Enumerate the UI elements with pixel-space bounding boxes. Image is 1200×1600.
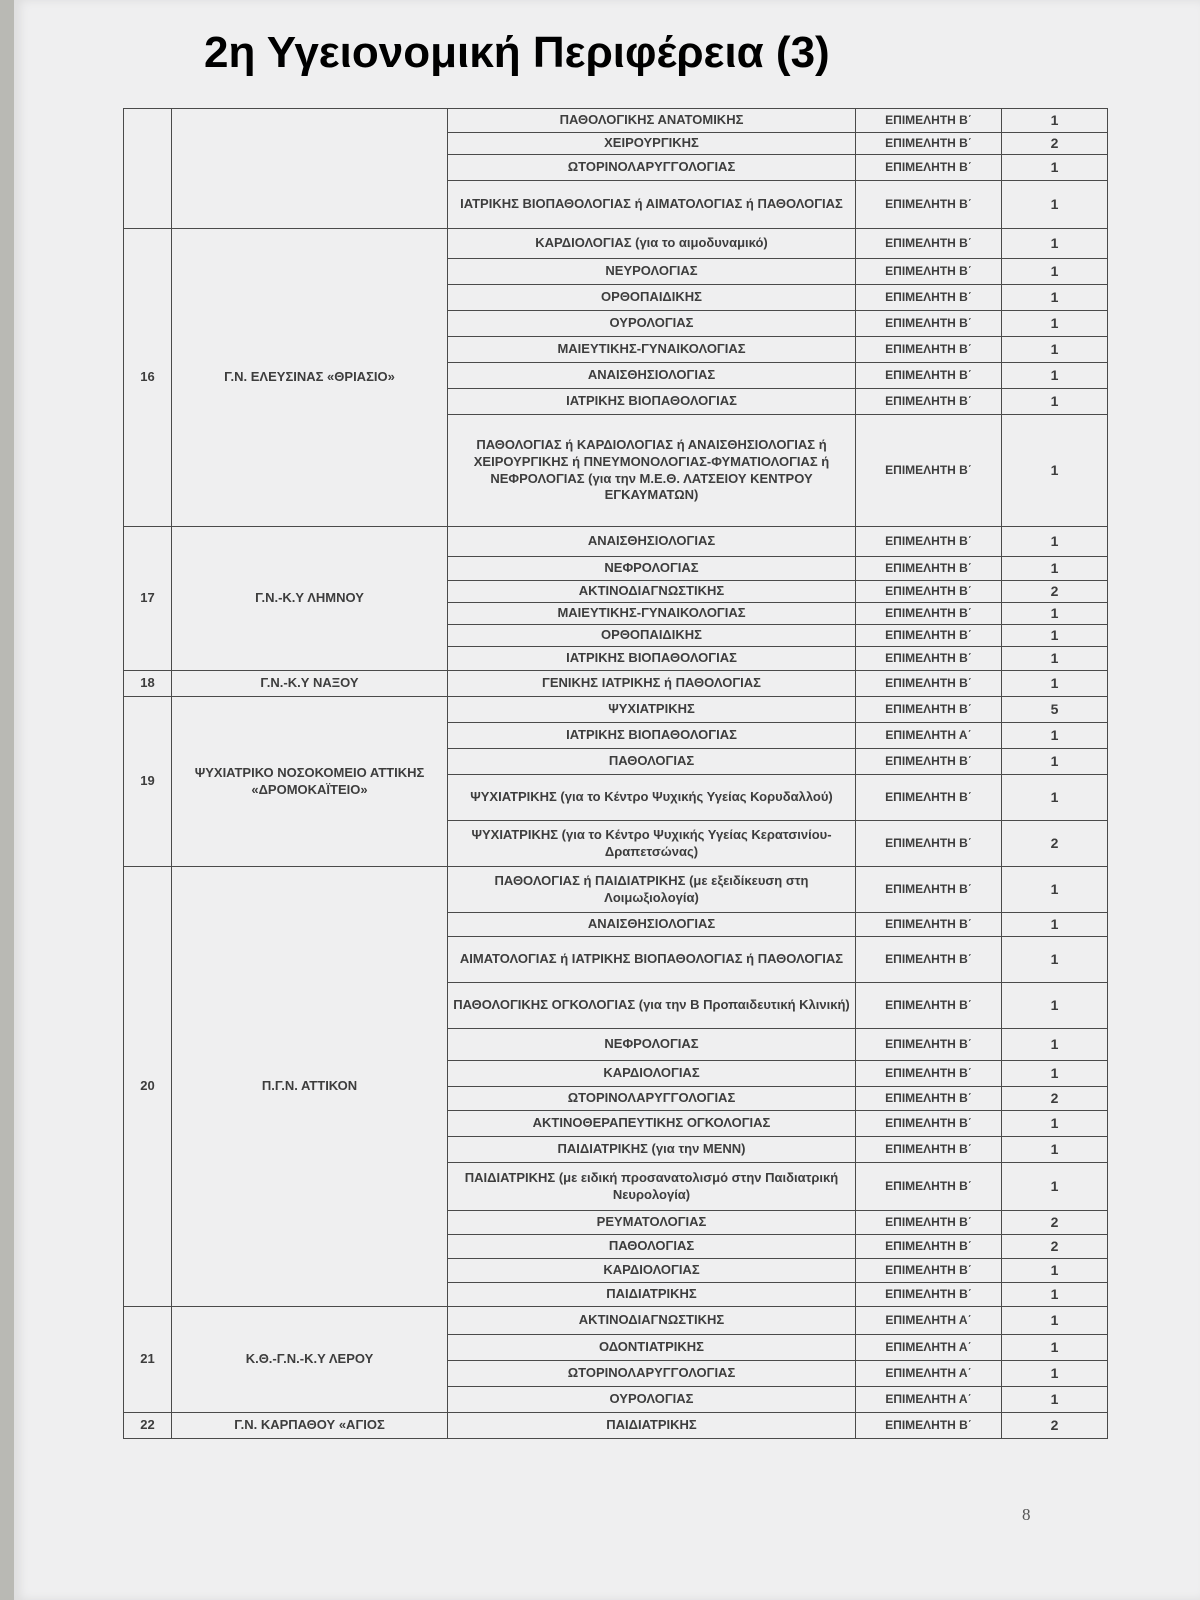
- row-number-cell: 17: [124, 527, 172, 671]
- specialty-cell: ΟΥΡΟΛΟΓΙΑΣ: [448, 311, 856, 337]
- table-row: [124, 697, 1108, 723]
- rank-cell: ΕΠΙΜΕΛΗΤΗ Β΄: [856, 527, 1002, 557]
- rank-cell: ΕΠΙΜΕΛΗΤΗ Β΄: [856, 1259, 1002, 1283]
- specialty-cell: ΚΑΡΔΙΟΛΟΓΙΑΣ (για το αιμοδυναμικό): [448, 229, 856, 259]
- specialty-cell: ΝΕΦΡΟΛΟΓΙΑΣ: [448, 557, 856, 581]
- row-number-cell: 22: [124, 1413, 172, 1439]
- count-cell: 1: [1002, 671, 1108, 697]
- document-page: [14, 0, 1200, 1600]
- count-cell: 1: [1002, 229, 1108, 259]
- specialty-cell: ΚΑΡΔΙΟΛΟΓΙΑΣ: [448, 1259, 856, 1283]
- specialty-cell: ΑΚΤΙΝΟΔΙΑΓΝΩΣΤΙΚΗΣ: [448, 581, 856, 603]
- hospital-cell: ΨΥΧΙΑΤΡΙΚΟ ΝΟΣΟΚΟΜΕΙΟ ΑΤΤΙΚΗΣ «ΔΡΟΜΟΚΑΪΤΕΙΟ»: [172, 697, 448, 867]
- rank-cell: ΕΠΙΜΕΛΗΤΗ Β΄: [856, 625, 1002, 647]
- specialty-cell: ΑΙΜΑΤΟΛΟΓΙΑΣ ή ΙΑΤΡΙΚΗΣ ΒΙΟΠΑΘΟΛΟΓΙΑΣ ή ΠΑΘΟΛΟΓΙΑΣ: [448, 937, 856, 983]
- rank-cell: ΕΠΙΜΕΛΗΤΗ Β΄: [856, 581, 1002, 603]
- rank-cell: ΕΠΙΜΕΛΗΤΗ Β΄: [856, 913, 1002, 937]
- rank-cell: ΕΠΙΜΕΛΗΤΗ Β΄: [856, 1211, 1002, 1235]
- rank-cell: ΕΠΙΜΕΛΗΤΗ Β΄: [856, 671, 1002, 697]
- row-number-cell: [124, 109, 172, 229]
- specialty-cell: ΟΥΡΟΛΟΓΙΑΣ: [448, 1387, 856, 1413]
- count-cell: 1: [1002, 937, 1108, 983]
- specialty-cell: ΙΑΤΡΙΚΗΣ ΒΙΟΠΑΘΟΛΟΓΙΑΣ: [448, 723, 856, 749]
- count-cell: 1: [1002, 155, 1108, 181]
- specialty-cell: ΠΑΘΟΛΟΓΙΑΣ: [448, 749, 856, 775]
- row-number-cell: 21: [124, 1307, 172, 1413]
- specialty-cell: ΠΑΙΔΙΑΤΡΙΚΗΣ (για την ΜΕΝΝ): [448, 1137, 856, 1163]
- count-cell: 1: [1002, 913, 1108, 937]
- specialty-cell: ΟΡΘΟΠΑΙΔΙΚΗΣ: [448, 625, 856, 647]
- table-row: [124, 671, 1108, 697]
- count-cell: 1: [1002, 867, 1108, 913]
- count-cell: 1: [1002, 259, 1108, 285]
- rank-cell: ΕΠΙΜΕΛΗΤΗ Β΄: [856, 557, 1002, 581]
- specialty-cell: ΨΥΧΙΑΤΡΙΚΗΣ (για το Κέντρο Ψυχικής Υγείας Κορυδαλλού): [448, 775, 856, 821]
- rank-cell: ΕΠΙΜΕΛΗΤΗ Α΄: [856, 1307, 1002, 1335]
- rank-cell: ΕΠΙΜΕΛΗΤΗ Α΄: [856, 723, 1002, 749]
- count-cell: 2: [1002, 1235, 1108, 1259]
- specialty-cell: ΟΡΘΟΠΑΙΔΙΚΗΣ: [448, 285, 856, 311]
- count-cell: 1: [1002, 389, 1108, 415]
- count-cell: 1: [1002, 1137, 1108, 1163]
- row-number-cell: 19: [124, 697, 172, 867]
- specialty-cell: ΠΑΙΔΙΑΤΡΙΚΗΣ: [448, 1283, 856, 1307]
- page-number: 8: [1022, 1505, 1031, 1524]
- count-cell: 1: [1002, 625, 1108, 647]
- count-cell: 2: [1002, 581, 1108, 603]
- specialty-cell: ΠΑΘΟΛΟΓΙΚΗΣ ΟΓΚΟΛΟΓΙΑΣ (για την Β Προπαιδευτική Κλινική): [448, 983, 856, 1029]
- count-cell: 1: [1002, 1307, 1108, 1335]
- table-row: [124, 229, 1108, 259]
- rank-cell: ΕΠΙΜΕΛΗΤΗ Β΄: [856, 1163, 1002, 1211]
- row-number-cell: 20: [124, 867, 172, 1307]
- count-cell: 1: [1002, 363, 1108, 389]
- specialty-cell: ΓΕΝΙΚΗΣ ΙΑΤΡΙΚΗΣ ή ΠΑΘΟΛΟΓΙΑΣ: [448, 671, 856, 697]
- rank-cell: ΕΠΙΜΕΛΗΤΗ Β΄: [856, 1413, 1002, 1439]
- count-cell: 2: [1002, 1087, 1108, 1111]
- specialty-cell: ΠΑΘΟΛΟΓΙΑΣ ή ΚΑΡΔΙΟΛΟΓΙΑΣ ή ΑΝΑΙΣΘΗΣΙΟΛΟΓΙΑΣ ή ΧΕΙΡΟΥΡΓΙΚΗΣ ή ΠΝΕΥΜΟΝΟΛΟΓΙΑΣ-ΦΥΜΑΤΙΟΛΟΓΙΑΣ ή ΝΕΦΡΟΛΟΓΙΑΣ (για την Μ.Ε.Θ. ΛΑΤΣΕΙΟΥ ΚΕΝΤΡΟΥ ΕΓΚΑΥΜΑΤΩΝ): [448, 415, 856, 527]
- specialty-cell: ΩΤΟΡΙΝΟΛΑΡΥΓΓΟΛΟΓΙΑΣ: [448, 1087, 856, 1111]
- rank-cell: ΕΠΙΜΕΛΗΤΗ Β΄: [856, 983, 1002, 1029]
- rank-cell: ΕΠΙΜΕΛΗΤΗ Α΄: [856, 1361, 1002, 1387]
- rank-cell: ΕΠΙΜΕΛΗΤΗ Β΄: [856, 775, 1002, 821]
- hospital-cell: Κ.Θ.-Γ.Ν.-Κ.Υ ΛΕΡΟΥ: [172, 1307, 448, 1413]
- specialty-cell: ΩΤΟΡΙΝΟΛΑΡΥΓΓΟΛΟΓΙΑΣ: [448, 1361, 856, 1387]
- specialty-cell: ΩΤΟΡΙΝΟΛΑΡΥΓΓΟΛΟΓΙΑΣ: [448, 155, 856, 181]
- rank-cell: ΕΠΙΜΕΛΗΤΗ Β΄: [856, 229, 1002, 259]
- rank-cell: ΕΠΙΜΕΛΗΤΗ Α΄: [856, 1387, 1002, 1413]
- rank-cell: ΕΠΙΜΕΛΗΤΗ Β΄: [856, 181, 1002, 229]
- page-title: 2η Υγειονομική Περιφέρεια (3): [204, 28, 830, 77]
- count-cell: 1: [1002, 1061, 1108, 1087]
- count-cell: 1: [1002, 775, 1108, 821]
- table-body: [124, 109, 1108, 1439]
- rank-cell: ΕΠΙΜΕΛΗΤΗ Β΄: [856, 109, 1002, 133]
- count-cell: 1: [1002, 109, 1108, 133]
- specialty-cell: ΡΕΥΜΑΤΟΛΟΓΙΑΣ: [448, 1211, 856, 1235]
- specialty-cell: ΠΑΙΔΙΑΤΡΙΚΗΣ: [448, 1413, 856, 1439]
- vacancies-table: [123, 108, 1108, 1439]
- specialty-cell: ΠΑΘΟΛΟΓΙΚΗΣ ΑΝΑΤΟΜΙΚΗΣ: [448, 109, 856, 133]
- count-cell: 1: [1002, 527, 1108, 557]
- count-cell: 1: [1002, 983, 1108, 1029]
- rank-cell: ΕΠΙΜΕΛΗΤΗ Β΄: [856, 697, 1002, 723]
- count-cell: 1: [1002, 749, 1108, 775]
- count-cell: 1: [1002, 603, 1108, 625]
- specialty-cell: ΑΚΤΙΝΟΘΕΡΑΠΕΥΤΙΚΗΣ ΟΓΚΟΛΟΓΙΑΣ: [448, 1111, 856, 1137]
- specialty-cell: ΑΝΑΙΣΘΗΣΙΟΛΟΓΙΑΣ: [448, 913, 856, 937]
- specialty-cell: ΑΝΑΙΣΘΗΣΙΟΛΟΓΙΑΣ: [448, 527, 856, 557]
- specialty-cell: ΝΕΥΡΟΛΟΓΙΑΣ: [448, 259, 856, 285]
- specialty-cell: ΠΑΘΟΛΟΓΙΑΣ ή ΠΑΙΔΙΑΤΡΙΚΗΣ (με εξειδίκευση στη Λοιμωξιολογία): [448, 867, 856, 913]
- count-cell: 1: [1002, 1283, 1108, 1307]
- rank-cell: ΕΠΙΜΕΛΗΤΗ Β΄: [856, 1137, 1002, 1163]
- specialty-cell: ΧΕΙΡΟΥΡΓΙΚΗΣ: [448, 133, 856, 155]
- count-cell: 1: [1002, 557, 1108, 581]
- count-cell: 1: [1002, 415, 1108, 527]
- count-cell: 2: [1002, 133, 1108, 155]
- rank-cell: ΕΠΙΜΕΛΗΤΗ Β΄: [856, 133, 1002, 155]
- count-cell: 1: [1002, 1361, 1108, 1387]
- count-cell: 1: [1002, 1259, 1108, 1283]
- rank-cell: ΕΠΙΜΕΛΗΤΗ Β΄: [856, 1087, 1002, 1111]
- specialty-cell: ΑΝΑΙΣΘΗΣΙΟΛΟΓΙΑΣ: [448, 363, 856, 389]
- specialty-cell: ΟΔΟΝΤΙΑΤΡΙΚΗΣ: [448, 1335, 856, 1361]
- specialty-cell: ΜΑΙΕΥΤΙΚΗΣ-ΓΥΝΑΙΚΟΛΟΓΙΑΣ: [448, 337, 856, 363]
- specialty-cell: ΙΑΤΡΙΚΗΣ ΒΙΟΠΑΘΟΛΟΓΙΑΣ ή ΑΙΜΑΤΟΛΟΓΙΑΣ ή ΠΑΘΟΛΟΓΙΑΣ: [448, 181, 856, 229]
- hospital-cell: Γ.Ν.-Κ.Υ ΝΑΞΟΥ: [172, 671, 448, 697]
- rank-cell: ΕΠΙΜΕΛΗΤΗ Β΄: [856, 821, 1002, 867]
- count-cell: 1: [1002, 1111, 1108, 1137]
- hospital-cell: Γ.Ν. ΕΛΕΥΣΙΝΑΣ «ΘΡΙΑΣΙΟ»: [172, 229, 448, 527]
- count-cell: 1: [1002, 285, 1108, 311]
- count-cell: 1: [1002, 181, 1108, 229]
- rank-cell: ΕΠΙΜΕΛΗΤΗ Β΄: [856, 155, 1002, 181]
- rank-cell: ΕΠΙΜΕΛΗΤΗ Β΄: [856, 1111, 1002, 1137]
- rank-cell: ΕΠΙΜΕΛΗΤΗ Β΄: [856, 311, 1002, 337]
- specialty-cell: ΨΥΧΙΑΤΡΙΚΗΣ (για το Κέντρο Ψυχικής Υγείας Κερατσινίου-Δραπετσώνας): [448, 821, 856, 867]
- hospital-cell: Γ.Ν. ΚΑΡΠΑΘΟΥ «ΑΓΙΟΣ: [172, 1413, 448, 1439]
- rank-cell: ΕΠΙΜΕΛΗΤΗ Β΄: [856, 749, 1002, 775]
- specialty-cell: ΙΑΤΡΙΚΗΣ ΒΙΟΠΑΘΟΛΟΓΙΑΣ: [448, 647, 856, 671]
- specialty-cell: ΑΚΤΙΝΟΔΙΑΓΝΩΣΤΙΚΗΣ: [448, 1307, 856, 1335]
- rank-cell: ΕΠΙΜΕΛΗΤΗ Β΄: [856, 937, 1002, 983]
- specialty-cell: ΙΑΤΡΙΚΗΣ ΒΙΟΠΑΘΟΛΟΓΙΑΣ: [448, 389, 856, 415]
- count-cell: 1: [1002, 647, 1108, 671]
- rank-cell: ΕΠΙΜΕΛΗΤΗ Β΄: [856, 389, 1002, 415]
- specialty-cell: ΜΑΙΕΥΤΙΚΗΣ-ΓΥΝΑΙΚΟΛΟΓΙΑΣ: [448, 603, 856, 625]
- rank-cell: ΕΠΙΜΕΛΗΤΗ Β΄: [856, 1235, 1002, 1259]
- rank-cell: ΕΠΙΜΕΛΗΤΗ Β΄: [856, 1029, 1002, 1061]
- hospital-cell: Π.Γ.Ν. ΑΤΤΙΚΟΝ: [172, 867, 448, 1307]
- rank-cell: ΕΠΙΜΕΛΗΤΗ Β΄: [856, 285, 1002, 311]
- rank-cell: ΕΠΙΜΕΛΗΤΗ Α΄: [856, 1335, 1002, 1361]
- count-cell: 1: [1002, 1335, 1108, 1361]
- count-cell: 1: [1002, 1029, 1108, 1061]
- count-cell: 2: [1002, 1211, 1108, 1235]
- rank-cell: ΕΠΙΜΕΛΗΤΗ Β΄: [856, 647, 1002, 671]
- count-cell: 1: [1002, 1387, 1108, 1413]
- rank-cell: ΕΠΙΜΕΛΗΤΗ Β΄: [856, 337, 1002, 363]
- hospital-cell: Γ.Ν.-Κ.Υ ΛΗΜΝΟΥ: [172, 527, 448, 671]
- rank-cell: ΕΠΙΜΕΛΗΤΗ Β΄: [856, 1061, 1002, 1087]
- count-cell: 1: [1002, 311, 1108, 337]
- count-cell: 2: [1002, 1413, 1108, 1439]
- table-row: [124, 527, 1108, 557]
- specialty-cell: ΠΑΙΔΙΑΤΡΙΚΗΣ (με ειδική προσανατολισμό στην Παιδιατρική Νευρολογία): [448, 1163, 856, 1211]
- row-number-cell: 18: [124, 671, 172, 697]
- specialty-cell: ΝΕΦΡΟΛΟΓΙΑΣ: [448, 1029, 856, 1061]
- hospital-cell: [172, 109, 448, 229]
- table-row: [124, 867, 1108, 913]
- count-cell: 5: [1002, 697, 1108, 723]
- rank-cell: ΕΠΙΜΕΛΗΤΗ Β΄: [856, 603, 1002, 625]
- table-row: [124, 109, 1108, 133]
- specialty-cell: ΨΥΧΙΑΤΡΙΚΗΣ: [448, 697, 856, 723]
- table-row: [124, 1413, 1108, 1439]
- count-cell: 1: [1002, 1163, 1108, 1211]
- rank-cell: ΕΠΙΜΕΛΗΤΗ Β΄: [856, 259, 1002, 285]
- rank-cell: ΕΠΙΜΕΛΗΤΗ Β΄: [856, 1283, 1002, 1307]
- rank-cell: ΕΠΙΜΕΛΗΤΗ Β΄: [856, 415, 1002, 527]
- specialty-cell: ΚΑΡΔΙΟΛΟΓΙΑΣ: [448, 1061, 856, 1087]
- count-cell: 1: [1002, 337, 1108, 363]
- rank-cell: ΕΠΙΜΕΛΗΤΗ Β΄: [856, 363, 1002, 389]
- count-cell: 2: [1002, 821, 1108, 867]
- row-number-cell: 16: [124, 229, 172, 527]
- specialty-cell: ΠΑΘΟΛΟΓΙΑΣ: [448, 1235, 856, 1259]
- table-row: [124, 1307, 1108, 1335]
- rank-cell: ΕΠΙΜΕΛΗΤΗ Β΄: [856, 867, 1002, 913]
- count-cell: 1: [1002, 723, 1108, 749]
